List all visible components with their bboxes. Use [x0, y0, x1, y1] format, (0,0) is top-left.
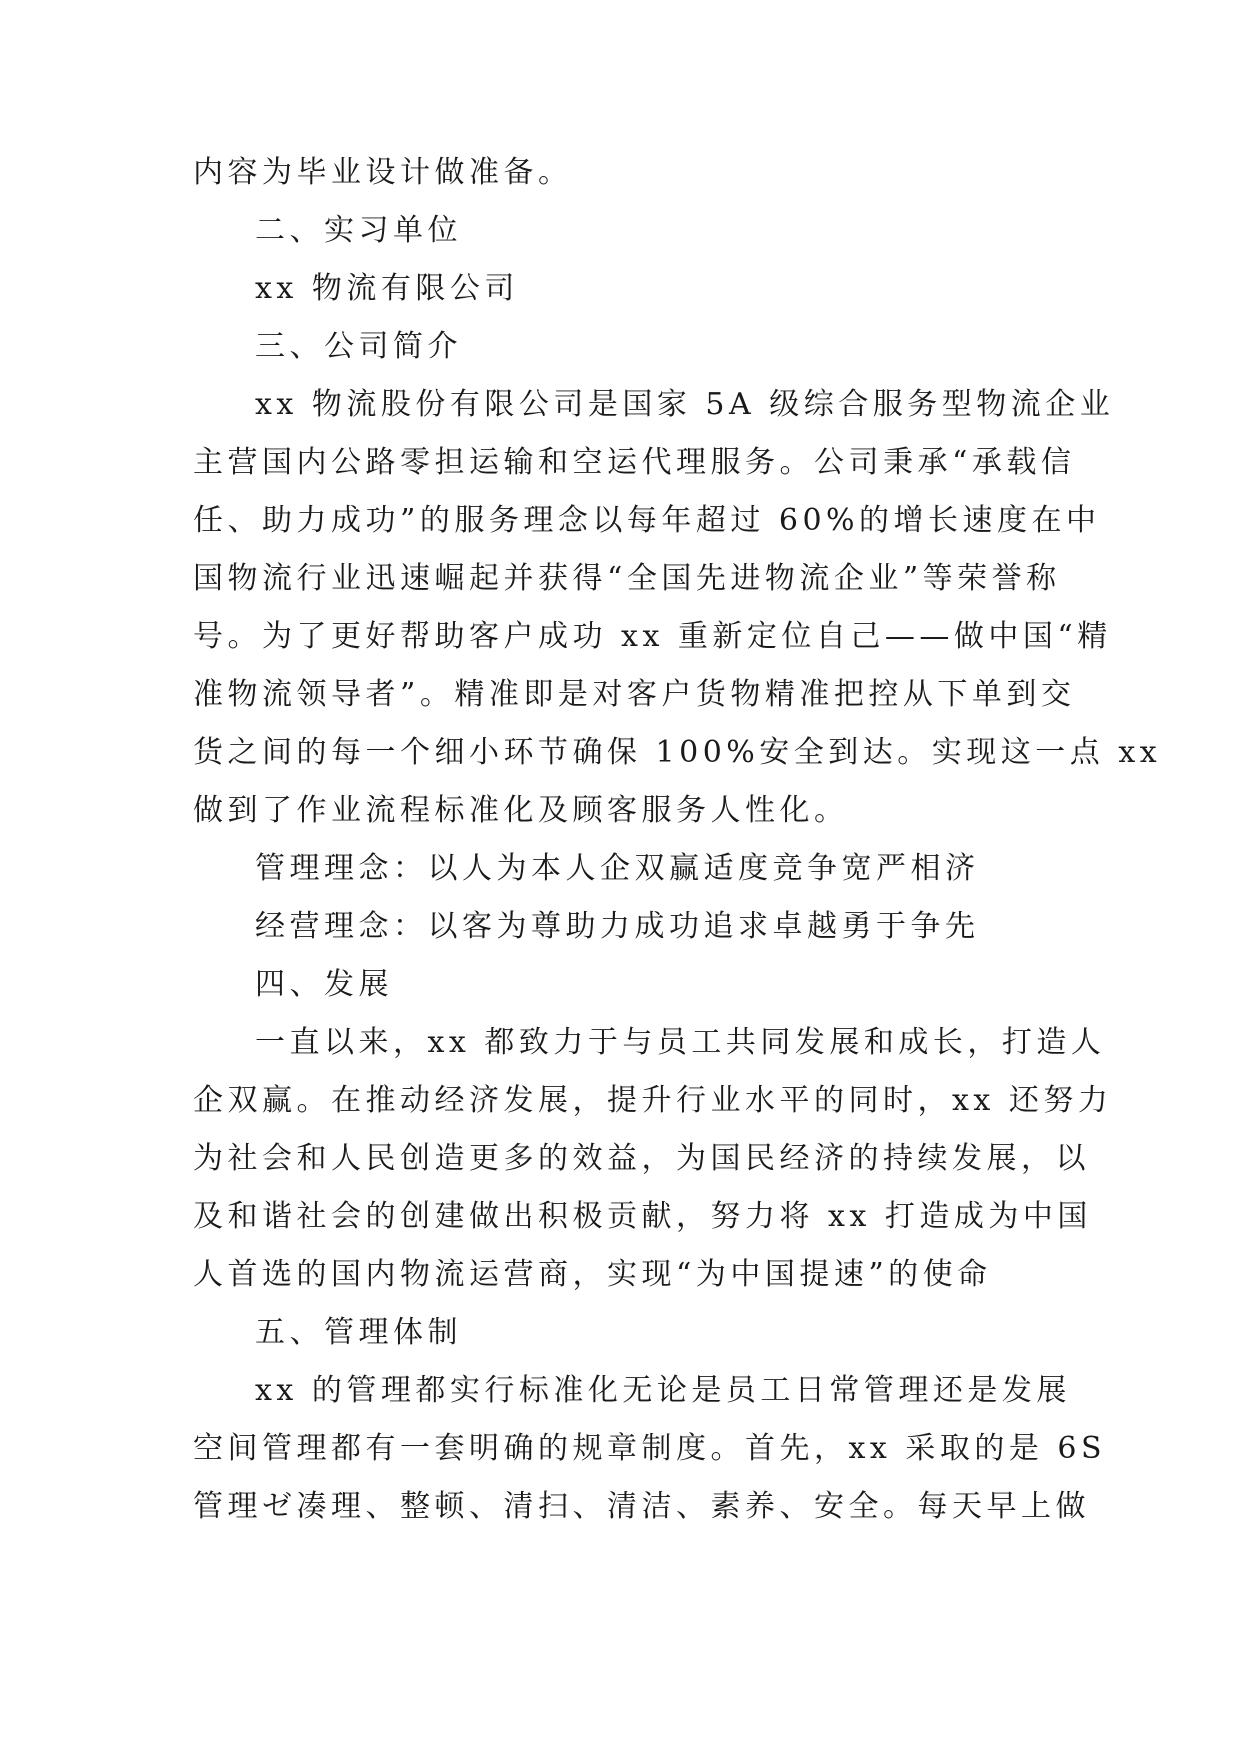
document-page — [193, 144, 1162, 1536]
text-line: 企双赢。在推动经济发展，提升行业水平的同时，xx 还努力 — [193, 1083, 1113, 1118]
section-heading: 四、发展 — [255, 967, 393, 1002]
text-line: 空间管理都有一套明确的规章制度。首先，xx 采取的是 6S — [193, 1431, 1107, 1466]
text-line: xx 物流股份有限公司是国家 5A 级综合服务型物流企业 — [255, 387, 1115, 422]
section-heading: 三、公司简介 — [255, 329, 462, 364]
section-heading: 二、实习单位 — [255, 213, 462, 248]
text-line: xx 物流有限公司 — [255, 271, 519, 306]
text-line: 号。为了更好帮助客户成功 xx 重新定位自己——做中国“精 — [193, 619, 1112, 654]
text-line: 人首选的国内物流运营商，实现“为中国提速”的使命 — [193, 1257, 992, 1292]
text-line: 准物流领导者”。精准即是对客户货物精准把控从下单到交 — [193, 677, 1076, 712]
text-line: 内容为毕业设计做准备。 — [193, 155, 573, 190]
text-line: 国物流行业迅速崛起并获得“全国先进物流企业”等荣誉称 — [193, 561, 1061, 596]
section-heading: 五、管理体制 — [255, 1315, 462, 1350]
text-line: 货之间的每一个细小环节确保 100%安全到达。实现这一点 xx — [193, 735, 1162, 770]
text-line: 任、助力成功”的服务理念以每年超过 60%的增长速度在中 — [193, 503, 1101, 538]
text-line: 及和谐社会的创建做出积极贡献，努力将 xx 打造成为中国 — [193, 1199, 1092, 1234]
text-line: xx 的管理都实行标准化无论是员工日常管理还是发展 — [255, 1373, 1071, 1408]
text-line: 主营国内公路零担运输和空运代理服务。公司秉承“承载信 — [193, 445, 1076, 480]
text-line: 一直以来，xx 都致力于与员工共同发展和成长，打造人 — [255, 1025, 1106, 1060]
text-line: 管理ゼ凑理、整顿、清扫、清洁、素养、安全。每天早上做 — [193, 1489, 1090, 1524]
text-line: 做到了作业流程标准化及顾客服务人性化。 — [193, 793, 849, 828]
text-line: 为社会和人民创造更多的效益，为国民经济的持续发展，以 — [193, 1141, 1090, 1176]
text-line: 经营理念：以客为尊助力成功追求卓越勇于争先 — [255, 909, 980, 944]
text-line: 管理理念：以人为本人企双赢适度竞争宽严相济 — [255, 851, 980, 886]
